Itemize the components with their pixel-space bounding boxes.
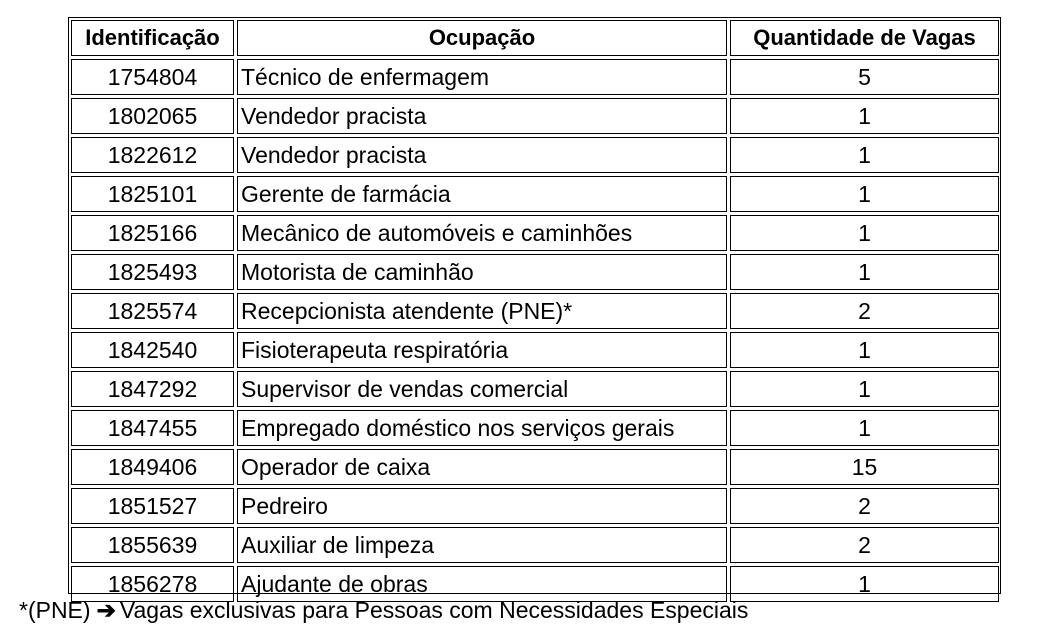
cell-quantity: 1	[730, 137, 999, 173]
cell-identification: 1849406	[71, 449, 234, 485]
footnote-text: Vagas exclusivas para Pessoas com Necessidades Especiais	[119, 597, 749, 623]
cell-identification: 1851527	[71, 488, 234, 524]
cell-identification: 1847292	[71, 371, 234, 407]
cell-identification: 1856278	[71, 566, 234, 602]
cell-quantity: 1	[730, 410, 999, 446]
cell-identification: 1825101	[71, 176, 234, 212]
cell-quantity: 2	[730, 527, 999, 563]
table-row	[71, 332, 999, 368]
cell-occupation: Mecânico de automóveis e caminhões	[237, 215, 727, 251]
cell-identification: 1754804	[71, 59, 234, 95]
cell-occupation: Operador de caixa	[237, 449, 727, 485]
cell-identification: 1825493	[71, 254, 234, 290]
cell-quantity: 5	[730, 59, 999, 95]
pne-footnote	[19, 596, 748, 624]
cell-quantity: 2	[730, 488, 999, 524]
cell-occupation: Fisioterapeuta respiratória	[237, 332, 727, 368]
table-body	[71, 59, 999, 602]
table-header-row	[71, 20, 999, 56]
cell-occupation: Supervisor de vendas comercial	[237, 371, 727, 407]
cell-quantity: 1	[730, 176, 999, 212]
table-row	[71, 98, 999, 134]
cell-occupation: Motorista de caminhão	[237, 254, 727, 290]
cell-quantity: 1	[730, 566, 999, 602]
cell-quantity: 1	[730, 215, 999, 251]
table-row	[71, 59, 999, 95]
cell-quantity: 1	[730, 254, 999, 290]
cell-occupation: Vendedor pracista	[237, 137, 727, 173]
cell-identification: 1825166	[71, 215, 234, 251]
table-row	[71, 215, 999, 251]
cell-occupation: Gerente de farmácia	[237, 176, 727, 212]
table-row	[71, 254, 999, 290]
cell-occupation: Recepcionista atendente (PNE)*	[237, 293, 727, 329]
header-occupation: Ocupação	[237, 20, 727, 56]
table-row	[71, 527, 999, 563]
arrow-right-icon: ➔	[96, 597, 116, 623]
cell-identification: 1842540	[71, 332, 234, 368]
header-identification: Identificação	[71, 20, 234, 56]
table-row	[71, 293, 999, 329]
cell-identification: 1822612	[71, 137, 234, 173]
cell-quantity: 1	[730, 98, 999, 134]
cell-occupation: Vendedor pracista	[237, 98, 727, 134]
job-vacancies-table	[68, 17, 1002, 605]
table-row	[71, 176, 999, 212]
table-row	[71, 371, 999, 407]
header-quantity: Quantidade de Vagas	[730, 20, 999, 56]
table-row	[71, 488, 999, 524]
cell-quantity: 2	[730, 293, 999, 329]
cell-quantity: 15	[730, 449, 999, 485]
footnote-marker: *(PNE)	[19, 597, 91, 623]
table-row	[71, 449, 999, 485]
table-row	[71, 137, 999, 173]
table-row	[71, 410, 999, 446]
cell-occupation: Empregado doméstico nos serviços gerais	[237, 410, 727, 446]
cell-occupation: Ajudante de obras	[237, 566, 727, 602]
cell-occupation: Auxiliar de limpeza	[237, 527, 727, 563]
cell-quantity: 1	[730, 332, 999, 368]
cell-quantity: 1	[730, 371, 999, 407]
cell-occupation: Pedreiro	[237, 488, 727, 524]
cell-occupation: Técnico de enfermagem	[237, 59, 727, 95]
cell-identification: 1825574	[71, 293, 234, 329]
cell-identification: 1802065	[71, 98, 234, 134]
cell-identification: 1855639	[71, 527, 234, 563]
cell-identification: 1847455	[71, 410, 234, 446]
job-vacancies-table-frame	[68, 17, 1001, 597]
